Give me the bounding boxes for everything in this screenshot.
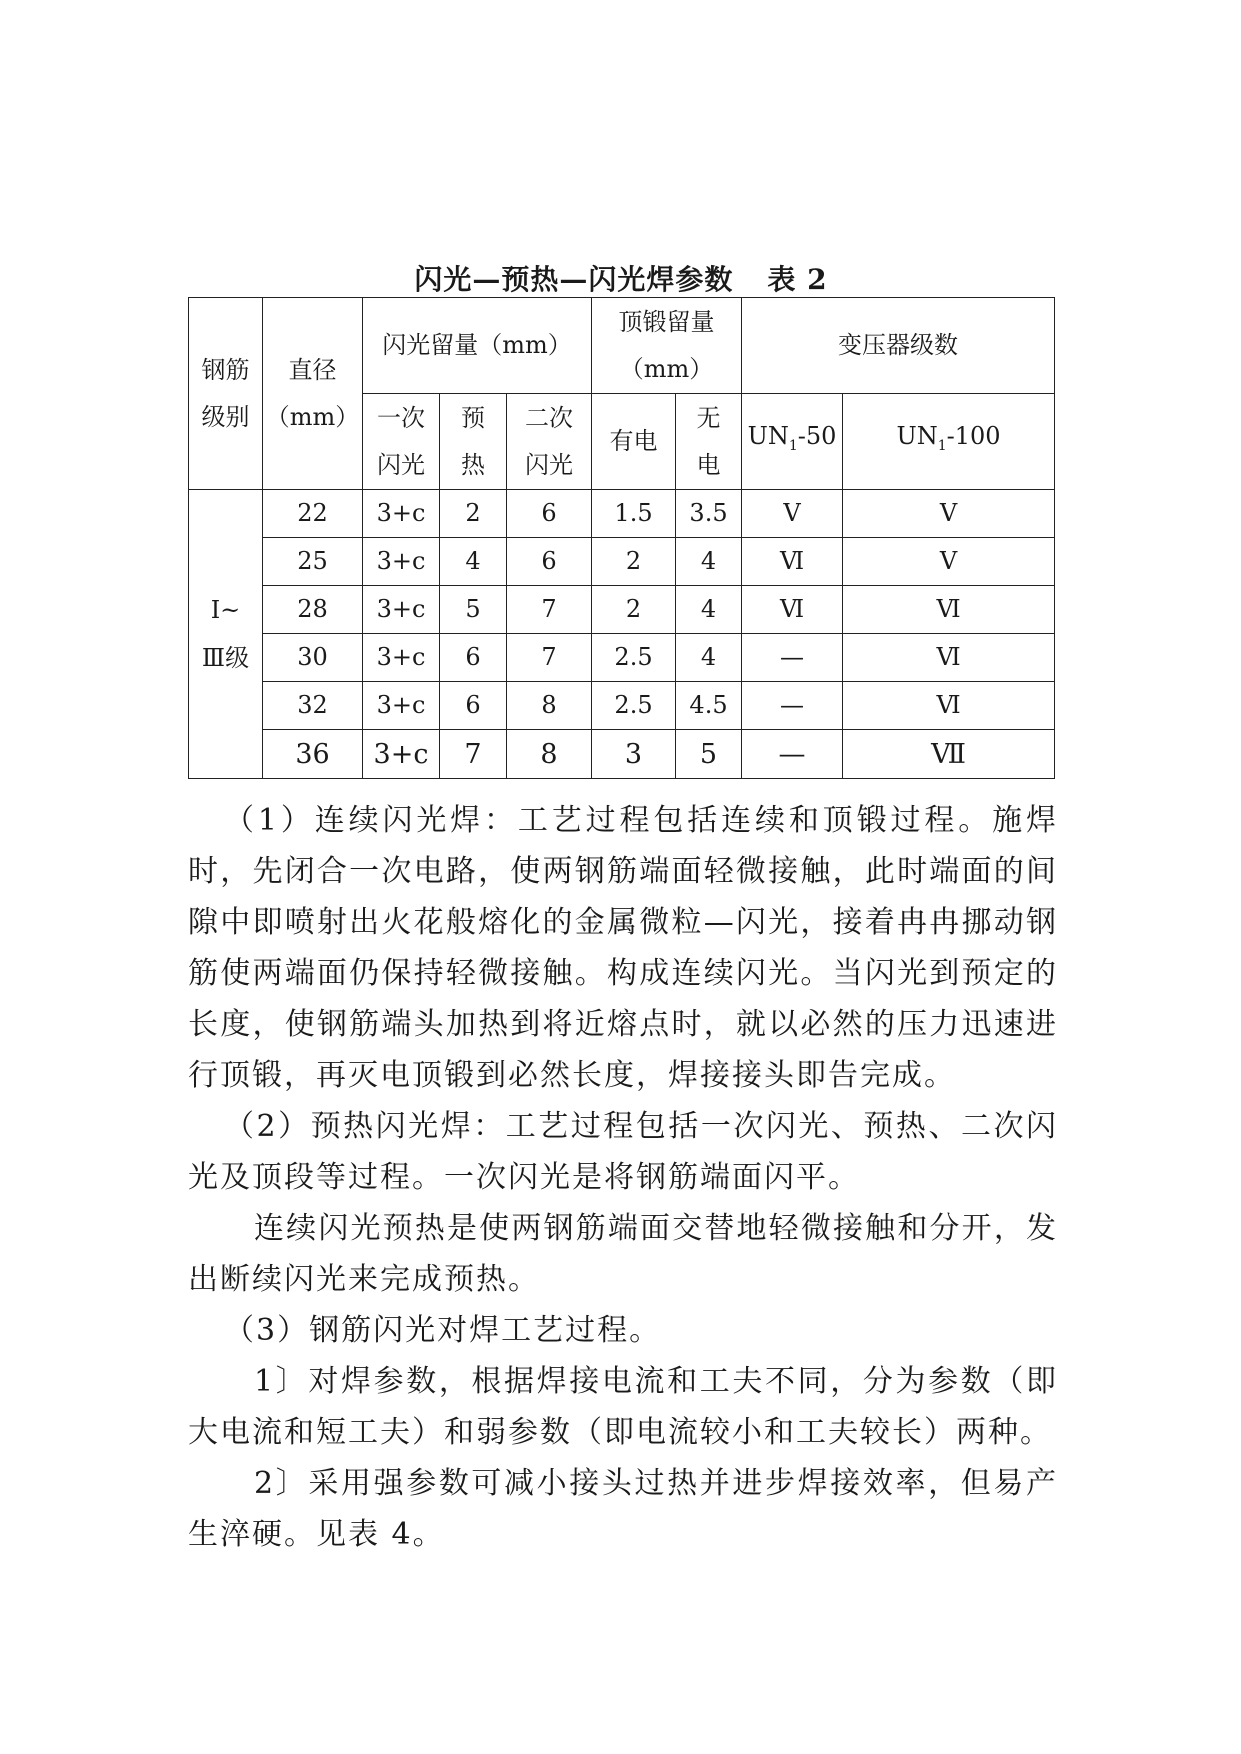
table-cell: 28 bbox=[263, 586, 363, 634]
table-cell: 3+c bbox=[363, 682, 440, 730]
table-cell: 36 bbox=[263, 730, 363, 779]
table-cell: Ⅵ bbox=[843, 586, 1055, 634]
body-text bbox=[188, 795, 1058, 1560]
table-cell: Ⅵ bbox=[843, 634, 1055, 682]
table-cell: 8 bbox=[507, 730, 592, 779]
table-cell: 4.5 bbox=[676, 682, 742, 730]
table-cell: Ⅴ bbox=[742, 490, 843, 538]
table-cell: 2.5 bbox=[592, 682, 676, 730]
table-cell: 4 bbox=[676, 586, 742, 634]
table-title bbox=[188, 258, 1054, 298]
table-cell: — bbox=[742, 682, 843, 730]
table-cell: 3+c bbox=[363, 490, 440, 538]
table-cell: 3+c bbox=[363, 538, 440, 586]
table-cell: 3+c bbox=[363, 586, 440, 634]
paragraph-continuous-flash: （1）连续闪光焊：工艺过程包括连续和顶锻过程。施焊时，先闭合一次电路，使两钢筋端面轻微接触，此时端面的间隙中即喷射出火花般熔化的金属微粒—闪光，接着冉冉挪动钢筋使两端面仍保持轻微接触。构成连续闪光。当闪光到预定的长度，使钢筋端头加热到将近熔点时，就以必然的压力迅速进行顶锻，再灭电顶锻到必然长度，焊接接头即告完成。 bbox=[188, 803, 1058, 1093]
header-upset-allowance: 顶锻留量 （mm） bbox=[592, 298, 742, 394]
table-cell: Ⅶ bbox=[843, 730, 1055, 779]
header-flash-allowance: 闪光留量（mm） bbox=[363, 298, 592, 394]
table-cell: 6 bbox=[507, 490, 592, 538]
welding-parameters-table bbox=[188, 297, 1055, 779]
table-title-text: 闪光—预热—闪光焊参数 bbox=[414, 263, 734, 296]
table-cell: 4 bbox=[440, 538, 507, 586]
table-cell: 4 bbox=[676, 538, 742, 586]
table-cell: 7 bbox=[440, 730, 507, 779]
table-cell: 7 bbox=[507, 634, 592, 682]
header-first-flash: 一次 闪光 bbox=[363, 394, 440, 490]
table-cell: 8 bbox=[507, 682, 592, 730]
table-cell: 6 bbox=[440, 634, 507, 682]
table-number: 表 2 bbox=[767, 263, 828, 296]
paragraph-preheat-desc: 连续闪光预热是使两钢筋端面交替地轻微接触和分开，发出断续闪光来完成预热。 bbox=[188, 1211, 1058, 1297]
table-cell: Ⅵ bbox=[843, 682, 1055, 730]
table-cell: 1.5 bbox=[592, 490, 676, 538]
header-diameter: 直径 （mm） bbox=[263, 298, 363, 490]
table-cell: Ⅵ bbox=[742, 538, 843, 586]
table-cell: 2 bbox=[592, 538, 676, 586]
table-cell: 3+c bbox=[363, 730, 440, 779]
table-cell: Ⅴ bbox=[843, 538, 1055, 586]
grade-cell: Ⅰ~ Ⅲ级 bbox=[189, 490, 263, 779]
header-grade: 钢筋 级别 bbox=[189, 298, 263, 490]
table-cell: 3.5 bbox=[676, 490, 742, 538]
table-cell: — bbox=[742, 634, 843, 682]
table-cell: 22 bbox=[263, 490, 363, 538]
header-without-current: 无 电 bbox=[676, 394, 742, 490]
table-cell: 5 bbox=[676, 730, 742, 779]
table-cell: 30 bbox=[263, 634, 363, 682]
table-cell: Ⅴ bbox=[843, 490, 1055, 538]
table-cell: — bbox=[742, 730, 843, 779]
table-cell: 6 bbox=[507, 538, 592, 586]
header-with-current: 有电 bbox=[592, 394, 676, 490]
table-cell: 5 bbox=[440, 586, 507, 634]
header-transformer: 变压器级数 bbox=[742, 298, 1055, 394]
paragraph-process-heading: （3）钢筋闪光对焊工艺过程。 bbox=[224, 1313, 662, 1348]
header-preheat: 预 热 bbox=[440, 394, 507, 490]
table-cell: 32 bbox=[263, 682, 363, 730]
table-cell: Ⅵ bbox=[742, 586, 843, 634]
table-cell: 7 bbox=[507, 586, 592, 634]
table-cell: 4 bbox=[676, 634, 742, 682]
header-un1-100: $UN_1-100$ bbox=[843, 394, 1055, 490]
header-second-flash: 二次 闪光 bbox=[507, 394, 592, 490]
table-cell: 3+c bbox=[363, 634, 440, 682]
table-cell: 2 bbox=[440, 490, 507, 538]
header-un1-50: $UN_1-50$ bbox=[742, 394, 843, 490]
table-cell: 3 bbox=[592, 730, 676, 779]
table-cell: 6 bbox=[440, 682, 507, 730]
paragraph-strong-parameters: 2〕采用强参数可减小接头过热并进步焊接效率，但易产生淬硬。见表 4。 bbox=[188, 1466, 1058, 1552]
paragraph-preheat-flash: （2）预热闪光焊：工艺过程包括一次闪光、预热、二次闪光及顶段等过程。一次闪光是将钢筋端面闪平。 bbox=[188, 1109, 1058, 1195]
table-cell: 25 bbox=[263, 538, 363, 586]
table-cell: 2 bbox=[592, 586, 676, 634]
paragraph-parameters: 1〕对焊参数，根据焊接电流和工夫不同，分为参数（即大电流和短工夫）和弱参数（即电流较小和工夫较长）两种。 bbox=[188, 1364, 1058, 1450]
table-cell: 2.5 bbox=[592, 634, 676, 682]
